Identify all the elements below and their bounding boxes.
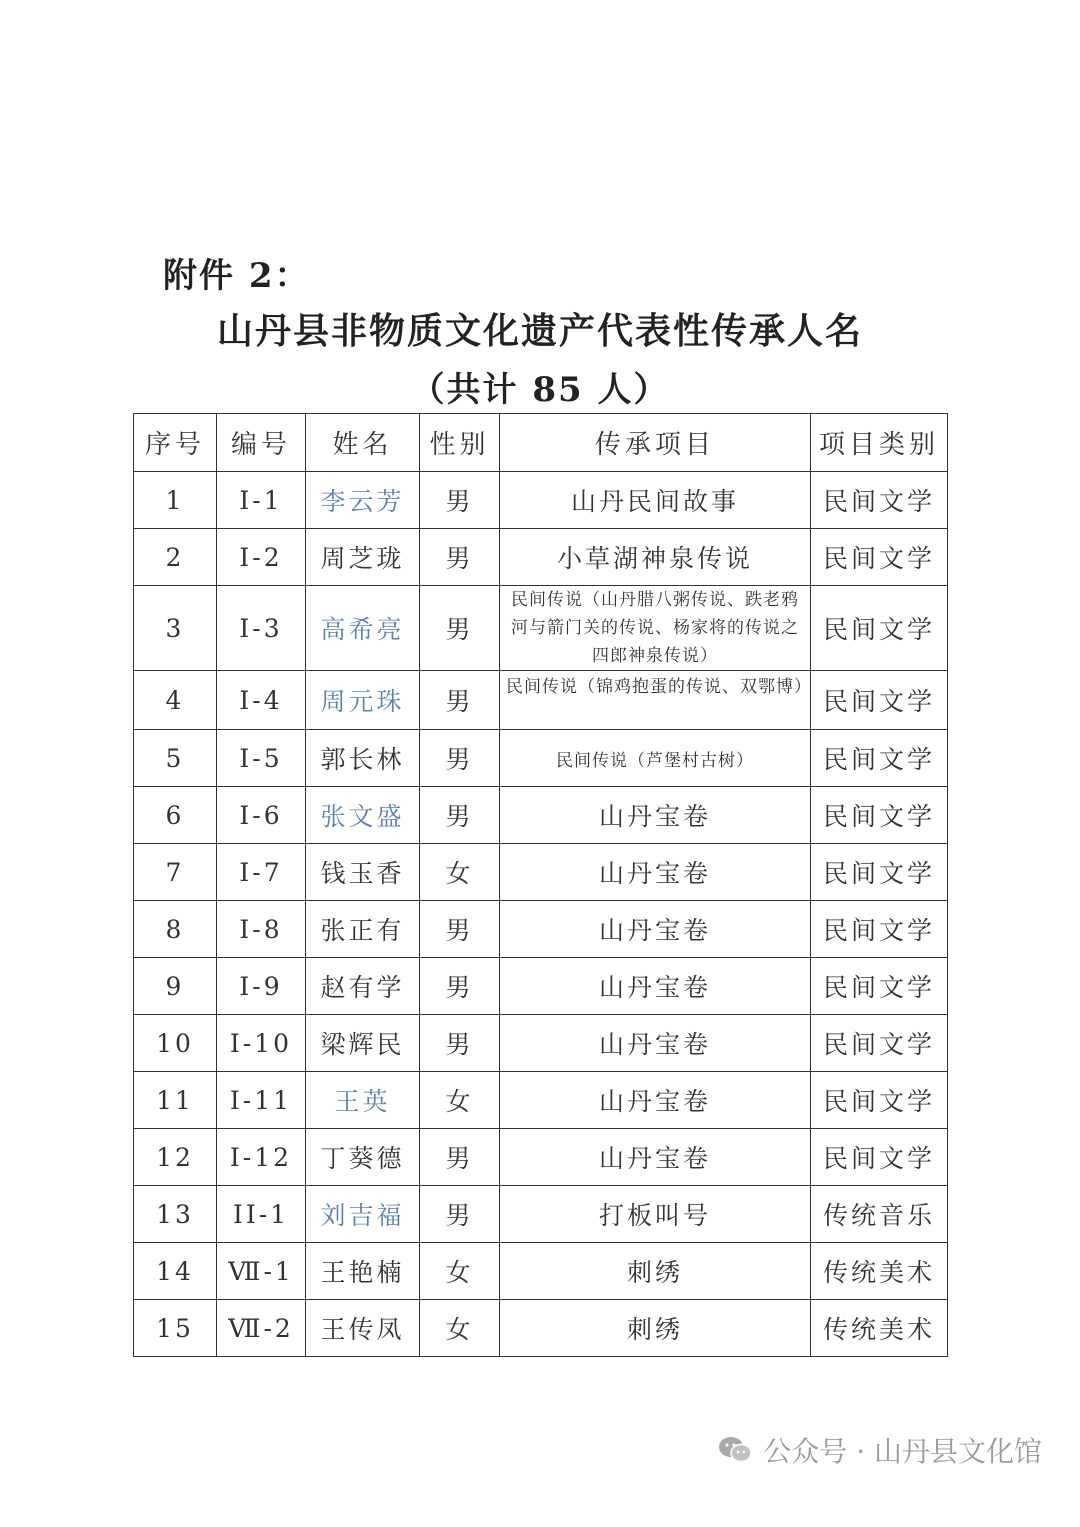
cell-gender: 男 — [420, 472, 500, 529]
cell-gender: 男 — [420, 586, 500, 671]
cell-name[interactable]: 刘吉福 — [306, 1186, 420, 1243]
cell-name[interactable]: 王英 — [306, 1072, 420, 1129]
cell-code: I-10 — [217, 1015, 306, 1072]
cell-category: 民间文学 — [811, 529, 948, 586]
cell-no: 9 — [134, 958, 217, 1015]
cell-category: 传统美术 — [811, 1243, 948, 1300]
table-row — [134, 787, 948, 844]
cell-code: I-7 — [217, 844, 306, 901]
cell-gender: 男 — [420, 1015, 500, 1072]
cell-name: 丁葵德 — [306, 1129, 420, 1186]
cell-no: 15 — [134, 1300, 217, 1357]
table-row — [134, 1015, 948, 1072]
cell-no: 5 — [134, 730, 217, 787]
cell-project: 山丹宝卷 — [500, 787, 811, 844]
cell-category: 民间文学 — [811, 1072, 948, 1129]
table-header-row — [134, 414, 948, 472]
cell-category: 民间文学 — [811, 1015, 948, 1072]
cell-project: 山丹宝卷 — [500, 1129, 811, 1186]
document-subtitle: （共计 85 人） — [410, 370, 670, 410]
wechat-icon — [717, 1435, 753, 1465]
cell-code: I-5 — [217, 730, 306, 787]
table-row — [134, 1243, 948, 1300]
table-row — [134, 1072, 948, 1129]
table-row — [134, 901, 948, 958]
cell-no: 12 — [134, 1129, 217, 1186]
header-code: 编号 — [217, 414, 306, 472]
cell-name: 张正有 — [306, 901, 420, 958]
table-row — [134, 844, 948, 901]
cell-project: 刺绣 — [500, 1300, 811, 1357]
cell-name: 郭长林 — [306, 730, 420, 787]
cell-name: 周芝珑 — [306, 529, 420, 586]
cell-project: 民间传说（山丹腊八粥传说、跌老鸦河与箭门关的传说、杨家将的传说之四郎神泉传说） — [500, 586, 811, 671]
cell-project: 山丹宝卷 — [500, 844, 811, 901]
cell-no: 10 — [134, 1015, 217, 1072]
cell-name[interactable]: 周元珠 — [306, 671, 420, 730]
table-row — [134, 958, 948, 1015]
cell-name: 赵有学 — [306, 958, 420, 1015]
cell-code: II-1 — [217, 1186, 306, 1243]
watermark — [717, 1430, 1042, 1470]
header-no: 序号 — [134, 414, 217, 472]
cell-no: 1 — [134, 472, 217, 529]
cell-name: 钱玉香 — [306, 844, 420, 901]
cell-no: 3 — [134, 586, 217, 671]
cell-category: 民间文学 — [811, 958, 948, 1015]
header-category: 项目类别 — [811, 414, 948, 472]
inheritor-table — [133, 413, 948, 1357]
cell-project: 山丹宝卷 — [500, 1072, 811, 1129]
cell-project: 民间传说（芦堡村古树） — [500, 730, 811, 787]
cell-category: 民间文学 — [811, 472, 948, 529]
cell-gender: 男 — [420, 671, 500, 730]
table-row — [134, 586, 948, 671]
cell-code: I-9 — [217, 958, 306, 1015]
cell-no: 14 — [134, 1243, 217, 1300]
header-gender: 性别 — [420, 414, 500, 472]
table-row — [134, 1129, 948, 1186]
cell-name[interactable]: 高希亮 — [306, 586, 420, 671]
cell-category: 民间文学 — [811, 730, 948, 787]
table-row — [134, 529, 948, 586]
cell-name[interactable]: 张文盛 — [306, 787, 420, 844]
cell-category: 民间文学 — [811, 787, 948, 844]
cell-code: I-12 — [217, 1129, 306, 1186]
table-row — [134, 1300, 948, 1357]
cell-project: 山丹宝卷 — [500, 958, 811, 1015]
cell-gender: 女 — [420, 1300, 500, 1357]
cell-category: 民间文学 — [811, 901, 948, 958]
cell-code: I-1 — [217, 472, 306, 529]
table-row — [134, 671, 948, 730]
cell-project: 民间传说（锦鸡抱蛋的传说、双鄂博） — [500, 671, 811, 730]
cell-gender: 男 — [420, 958, 500, 1015]
cell-code: I-8 — [217, 901, 306, 958]
cell-gender: 男 — [420, 901, 500, 958]
cell-code: I-6 — [217, 787, 306, 844]
cell-no: 8 — [134, 901, 217, 958]
cell-gender: 男 — [420, 1129, 500, 1186]
table-row — [134, 1186, 948, 1243]
cell-gender: 男 — [420, 787, 500, 844]
cell-gender: 男 — [420, 529, 500, 586]
cell-code: Ⅶ-1 — [217, 1243, 306, 1300]
cell-category: 民间文学 — [811, 844, 948, 901]
cell-name: 王传凤 — [306, 1300, 420, 1357]
attachment-label: 附件 2： — [163, 256, 311, 296]
cell-code: I-11 — [217, 1072, 306, 1129]
cell-category: 民间文学 — [811, 586, 948, 671]
cell-project: 小草湖神泉传说 — [500, 529, 811, 586]
cell-no: 7 — [134, 844, 217, 901]
cell-category: 传统美术 — [811, 1300, 948, 1357]
cell-no: 13 — [134, 1186, 217, 1243]
cell-no: 6 — [134, 787, 217, 844]
watermark-text: 公众号 · 山丹县文化馆 — [763, 1435, 1042, 1468]
cell-code: I-4 — [217, 671, 306, 730]
cell-project: 山丹宝卷 — [500, 1015, 811, 1072]
header-name: 姓名 — [306, 414, 420, 472]
cell-name: 王艳楠 — [306, 1243, 420, 1300]
cell-no: 2 — [134, 529, 217, 586]
cell-gender: 女 — [420, 844, 500, 901]
cell-code: I-3 — [217, 586, 306, 671]
table-row — [134, 472, 948, 529]
cell-no: 11 — [134, 1072, 217, 1129]
cell-project: 山丹宝卷 — [500, 901, 811, 958]
cell-project: 山丹民间故事 — [500, 472, 811, 529]
cell-name: 梁辉民 — [306, 1015, 420, 1072]
cell-category: 民间文学 — [811, 671, 948, 730]
cell-no: 4 — [134, 671, 217, 730]
cell-category: 民间文学 — [811, 1129, 948, 1186]
cell-project: 刺绣 — [500, 1243, 811, 1300]
cell-gender: 男 — [420, 730, 500, 787]
document-title: 山丹县非物质文化遗产代表性传承人名 — [216, 310, 863, 352]
cell-gender: 女 — [420, 1243, 500, 1300]
cell-code: Ⅶ-2 — [217, 1300, 306, 1357]
cell-name[interactable]: 李云芳 — [306, 472, 420, 529]
cell-category: 传统音乐 — [811, 1186, 948, 1243]
cell-project: 打板叫号 — [500, 1186, 811, 1243]
cell-gender: 女 — [420, 1072, 500, 1129]
cell-gender: 男 — [420, 1186, 500, 1243]
header-project: 传承项目 — [500, 414, 811, 472]
cell-code: I-2 — [217, 529, 306, 586]
table-row — [134, 730, 948, 787]
